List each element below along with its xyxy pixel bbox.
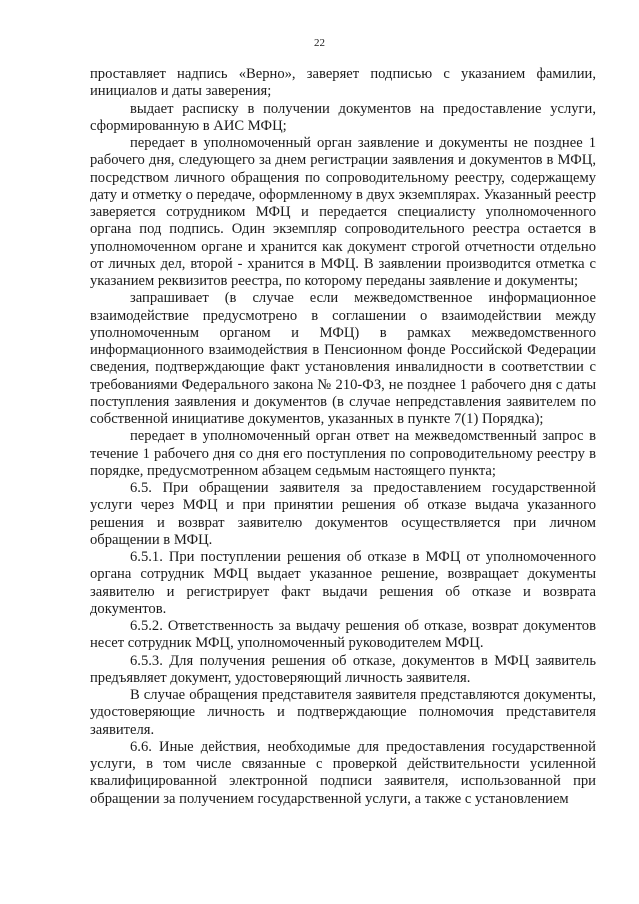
paragraph-6-5-2: 6.5.2. Ответственность за выдачу решения об отказе, возврат документов несет сотрудник МФЦ, уполномоченный руководителем МФЦ. [90, 618, 596, 652]
paragraph-4: запрашивает (в случае если межведомственное информационное взаимодействие предусмотрено в соглашении о взаимодействии между уполномоченным органом и МФЦ) в рамках межведомственного информационного взаимодействия в Пенсионном фонде Российской Федерации сведения, подтверждающие факт установления инвалидности в соответствии с требованиями Федерального закона № 210-ФЗ, не позднее 1 рабочего дня с даты поступления заявления и документов (в случае непредставления заявителем по собственной инициативе документов, указанных в пункте 7(1) Порядка); [90, 290, 596, 427]
paragraph-2: выдает расписку в получении документов на предоставление услуги, сформированную в АИС МФЦ; [90, 100, 596, 134]
paragraph-3: передает в уполномоченный орган заявление и документы не позднее 1 рабочего дня, следующего за днем регистрации заявления и документов в МФЦ, посредством личного обращения по сопроводительному реестру, содержащему дату и отметку о передаче, оформленному в двух экземплярах. Указанный реестр заверяется сотрудником МФЦ и передается специалисту уполномоченного органа под подпись. Один экземпляр сопроводительного реестра остается в уполномоченном органе и хранится как документ строгой отчетности отдельно от личных дел, второй - хранится в МФЦ. В заявлении производится отметка с указанием реквизитов реестра, по которому переданы заявление и документы; [90, 135, 596, 289]
paragraph-1: проставляет надпись «Верно», заверяет подписью с указанием фамилии, инициалов и даты заверения; [90, 66, 596, 100]
document-body [90, 66, 596, 808]
page-number: 22 [314, 37, 325, 49]
paragraph-6-5-3: 6.5.3. Для получения решения об отказе, документов в МФЦ заявитель предъявляет документ, удостоверяющий личность заявителя. [90, 652, 596, 686]
paragraph-6-6: 6.6. Иные действия, необходимые для предоставления государственной услуги, в том числе связанные с проверкой действительности усиленной квалифицированной электронной подписи заявителя, использованной при обращении за получением государственной услуги, а также с установлением [90, 738, 596, 807]
paragraph-6-5-1: 6.5.1. При поступлении решения об отказе в МФЦ от уполномоченного органа сотрудник МФЦ выдает указанное решение, возвращает документы заявителю и регистрирует факт выдачи решения об отказе и возврата документов. [90, 549, 596, 617]
paragraph-6-5: 6.5. При обращении заявителя за предоставлением государственной услуги через МФЦ и при принятии решения об отказе выдача указанного решения и возврат заявителю документов осуществляется при личном обращении в МФЦ. [90, 480, 596, 548]
paragraph-5: передает в уполномоченный орган ответ на межведомственный запрос в течение 1 рабочего дня со дня его поступления по сопроводительному реестру в порядке, предусмотренном абзацем седьмым настоящего пункта; [90, 428, 596, 479]
paragraph-representative: В случае обращения представителя заявителя представляются документы, удостоверяющие личность и подтверждающие полномочия представителя заявителя. [90, 687, 596, 738]
